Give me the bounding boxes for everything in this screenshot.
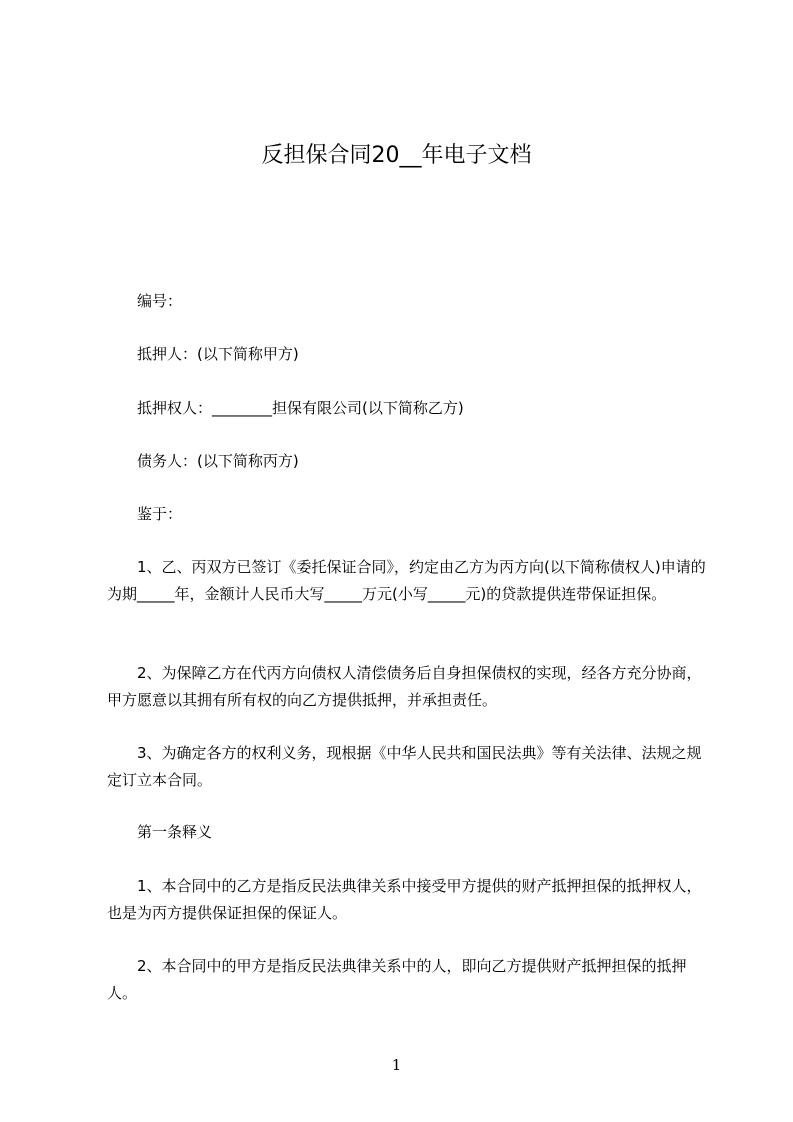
paragraph-definition-2: 2、本合同中的甲方是指反民法典律关系中的人，即向乙方提供财产抵押担保的抵押人。 (107, 957, 687, 1002)
paragraph-whereas: 鉴于： (137, 505, 183, 523)
paragraph-recital-2: 2、为保障乙方在代丙方向债权人清偿债务后自身担保债权的实现，经各方充分协商，甲方愿意以其拥有所有权的向乙方提供抵押，并承担责任。 (107, 664, 702, 709)
page-number: 1 (391, 1056, 402, 1074)
paragraph-serial-number: 编号： (137, 292, 183, 310)
paragraph-mortgagor: 抵押人：(以下简称甲方) (137, 345, 299, 363)
paragraph-debtor: 债务人：(以下简称丙方) (137, 452, 299, 470)
paragraph-definition-1: 1、本合同中的乙方是指反民法典律关系中接受甲方提供的财产抵押担保的抵押权人，也是为丙方提供保证担保的保证人。 (107, 877, 702, 922)
paragraph-mortgagee: 抵押权人：________担保有限公司(以下简称乙方) (137, 399, 464, 417)
document-title: 反担保合同20__年电子文档 (261, 143, 532, 168)
paragraph-recital-1: 1、乙、丙双方已签订《委托保证合同》，约定由乙方为丙方向(以下简称债权人)申请的为期_____年，金额计人民币大写_____万元(小写_____元)的贷款提供连带保证担保。 (107, 558, 706, 603)
paragraph-recital-3: 3、为确定各方的权利义务，现根据《中华人民共和国民法典》等有关法律、法规之规定订立本合同。 (107, 744, 702, 789)
section-heading-article-1: 第一条释义 (137, 823, 213, 841)
